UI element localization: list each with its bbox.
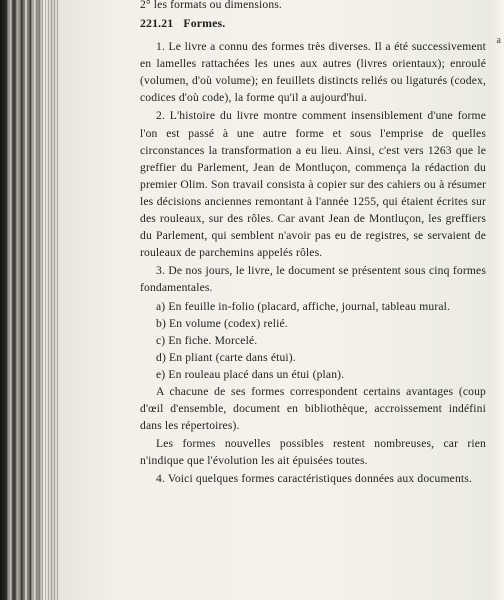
forms-list-item: b) En volume (codex) relié. bbox=[156, 316, 288, 330]
forms-list-item: d) En pliant (carte dans étui). bbox=[156, 350, 296, 364]
edge-mark-a: a bbox=[496, 35, 501, 46]
forms-list-item: a) En feuille in-folio (placard, affiche, journal, tableau mural. bbox=[156, 299, 451, 313]
forms-list-item: e) En rouleau placé dans un étui (plan). bbox=[156, 367, 345, 381]
paragraph-1: 1. Le livre a connu des formes très diverses. Il a été successivement en lamelles rattachées les unes aux autres (livres orientaux); enroulé (volumen, d'où volume); en feuillets distincts reliés ou ligaturés (codex, codices d'où code), la forme qu'il a aujourd'hui. bbox=[140, 40, 486, 105]
paragraph-4: A chacune de ses formes correspondent certains avantages (coup d'œil d'ensemble, document en bibliothèque, accroissement indéfini dans les répertoires). bbox=[140, 384, 486, 433]
previous-line-fragment: 2° les formats ou dimensions. bbox=[140, 0, 282, 11]
book-gutter bbox=[0, 0, 62, 600]
forms-list-item: c) En fiche. Morcelé. bbox=[156, 333, 258, 347]
paragraph-2: 2. L'histoire du livre montre comment insensiblement d'une forme l'on est passé à une autre forme et sous l'emprise de quelles circonstances la transformation a eu lieu. Ainsi, c'est vers 1263 que le greffier du Parlement, Jean de Montluçon, commença la rédaction du premier Olim. Son travail consista à copier sur des cahiers ou à résumer les décisions anciennes remontant à l'année 1255, qui étaient écrites sur des rouleaux, sur des rôles. Car avant Jean de Montluçon, les greffiers du Parlement, qui semblent n'avoir pas eu de registres, se servaient de rouleaux de parchemins appelés rôles. bbox=[140, 109, 486, 260]
paragraph-5: Les formes nouvelles possibles restent nombreuses, car rien n'indique que l'évolution les ait épuisées toutes. bbox=[140, 437, 486, 468]
page-text bbox=[140, 0, 486, 489]
section-title: Formes. bbox=[183, 16, 226, 30]
paragraph-3: 3. De nos jours, le livre, le document se présentent sous cinq formes fondamentales. bbox=[140, 264, 486, 295]
paragraph-6: 4. Voici quelques formes caractéristiques données aux documents. bbox=[156, 472, 473, 486]
section-heading bbox=[140, 15, 486, 32]
section-number: 221.21 bbox=[140, 16, 174, 30]
right-page-edge bbox=[488, 0, 504, 600]
